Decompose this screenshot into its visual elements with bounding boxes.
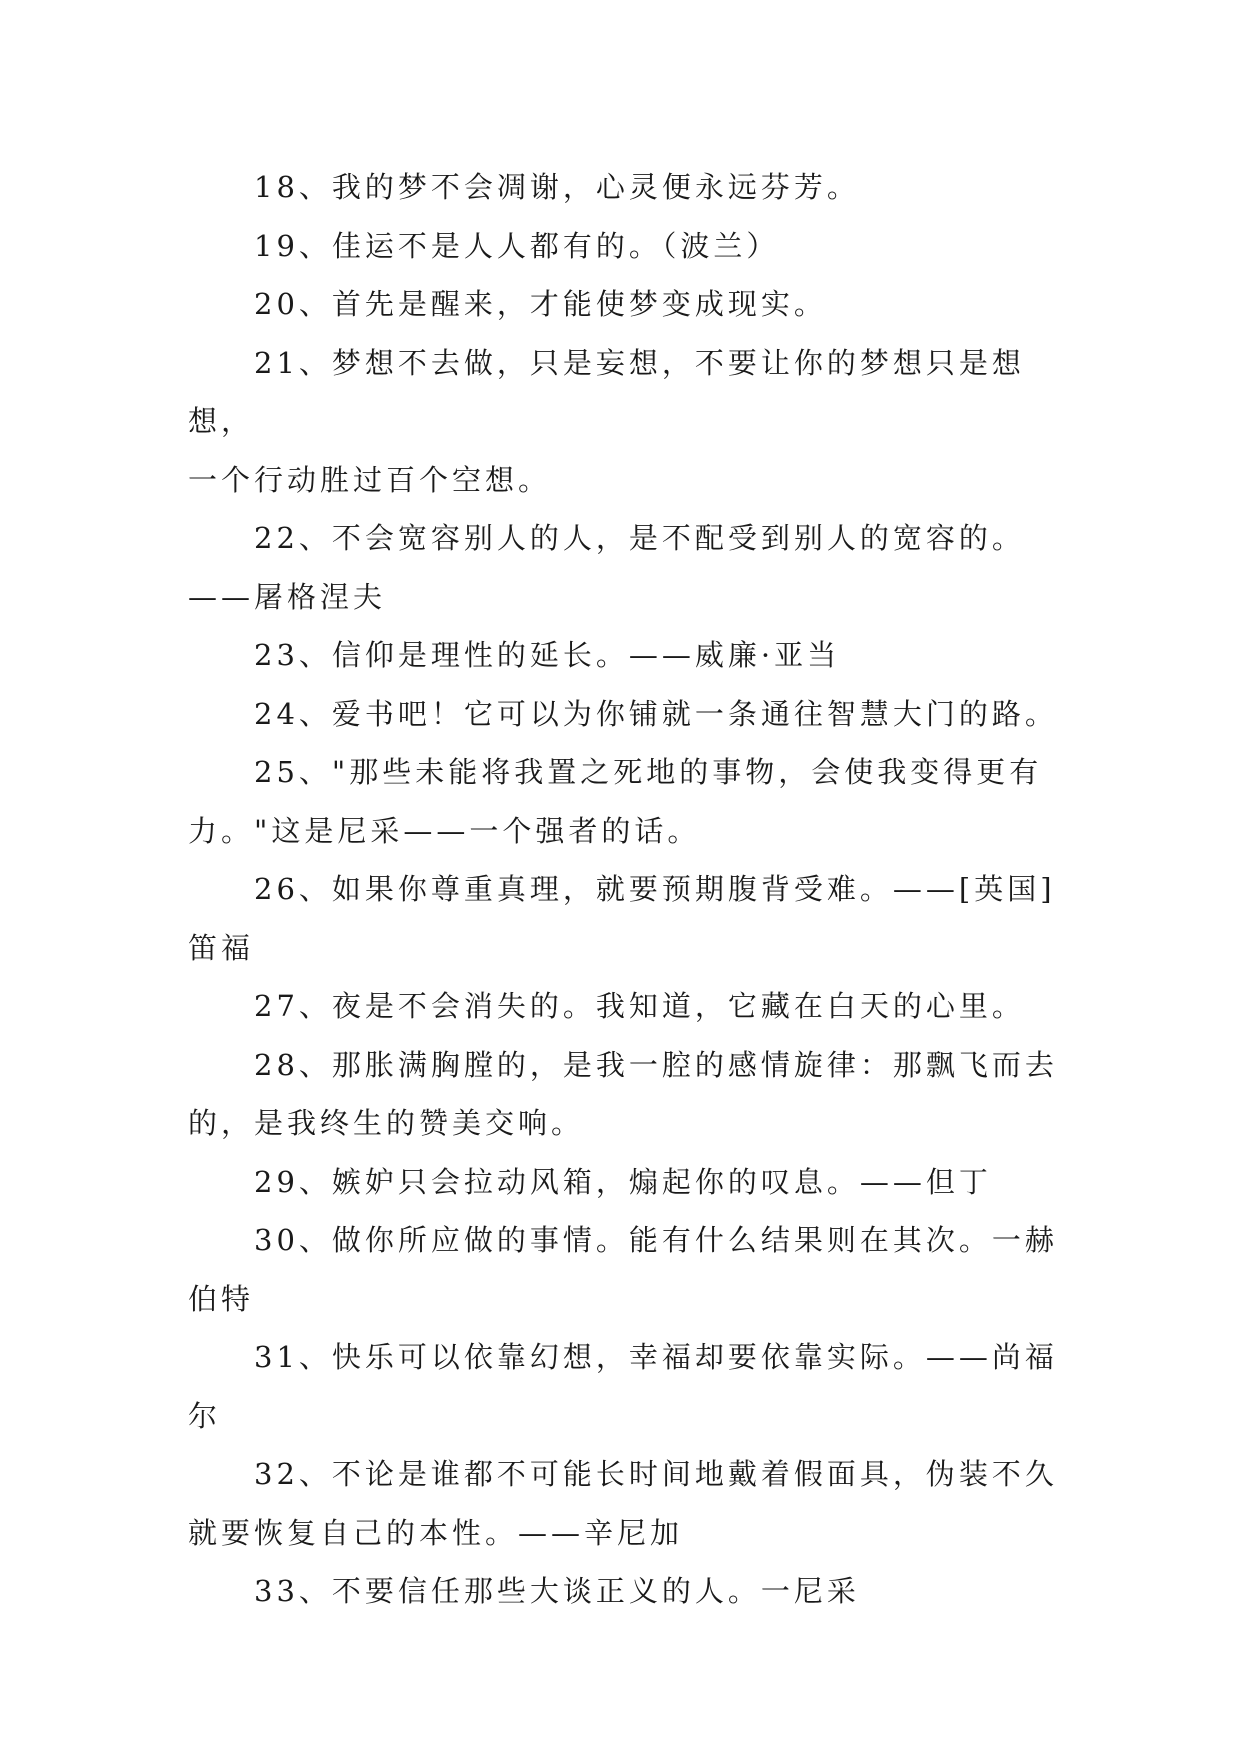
paragraph-line: 31、快乐可以依靠幻想，幸福却要依靠实际。——尚福 <box>254 1340 1058 1374</box>
paragraph-line: 就要恢复自己的本性。——辛尼加 <box>188 1515 684 1550</box>
paragraph-line: 24、爱书吧！它可以为你铺就一条通往智慧大门的路。 <box>254 696 1058 731</box>
paragraph-line: 23、信仰是理性的延长。——威廉·亚当 <box>254 638 841 672</box>
quote-paragraph <box>188 334 1068 510</box>
paragraph-line: 32、不论是谁都不可能长时间地戴着假面具，伪装不久 <box>254 1457 1058 1491</box>
paragraph-line: 一个行动胜过百个空想。 <box>188 462 552 497</box>
quote-paragraph <box>188 509 1068 626</box>
quote-paragraph <box>188 860 1068 977</box>
quote-paragraph <box>188 158 1068 217</box>
paragraph-line: 27、夜是不会消失的。我知道，它藏在白天的心里。 <box>254 989 1025 1023</box>
quote-paragraph <box>188 1328 1068 1445</box>
document-body <box>188 158 1068 1621</box>
quote-paragraph <box>188 217 1068 276</box>
paragraph-line: 尔 <box>188 1398 222 1433</box>
paragraph-line: 伯特 <box>188 1281 255 1316</box>
paragraph-line: 20、首先是醒来，才能使梦变成现实。 <box>254 287 827 321</box>
paragraph-line: ——屠格涅夫 <box>188 579 387 614</box>
quote-paragraph <box>188 685 1068 744</box>
quote-paragraph <box>188 1562 1068 1621</box>
paragraph-line: 22、不会宽容别人的人，是不配受到别人的宽容的。 <box>254 521 1025 555</box>
quote-paragraph <box>188 275 1068 334</box>
quote-paragraph <box>188 1036 1068 1153</box>
paragraph-line: 18、我的梦不会凋谢，心灵便永远芬芳。 <box>254 170 860 204</box>
quote-paragraph <box>188 977 1068 1036</box>
paragraph-line: 30、做你所应做的事情。能有什么结果则在其次。一赫 <box>254 1223 1058 1257</box>
paragraph-line: 28、那胀满胸膛的，是我一腔的感情旋律：那飘飞而去 <box>254 1047 1058 1082</box>
quote-paragraph <box>188 1211 1068 1328</box>
paragraph-line: 的，是我终生的赞美交响。 <box>188 1106 585 1140</box>
quote-paragraph <box>188 743 1068 860</box>
paragraph-line: 26、如果你尊重真理，就要预期腹背受难。——[英国] <box>254 872 1056 906</box>
paragraph-line: 笛福 <box>188 930 255 965</box>
quote-paragraph <box>188 1153 1068 1212</box>
paragraph-line: 33、不要信任那些大谈正义的人。一尼采 <box>254 1574 860 1608</box>
quote-paragraph <box>188 626 1068 685</box>
paragraph-line: 29、嫉妒只会拉动风箱，煽起你的叹息。——但丁 <box>254 1164 992 1199</box>
quote-paragraph <box>188 1445 1068 1562</box>
paragraph-line: 力。"这是尼采——一个强者的话。 <box>188 813 701 848</box>
paragraph-line: 19、佳运不是人人都有的。（波兰） <box>254 228 780 263</box>
paragraph-line: 25、"那些未能将我置之死地的事物，会使我变得更有 <box>254 755 1043 789</box>
paragraph-line: 21、梦想不去做，只是妄想，不要让你的梦想只是想想， <box>188 345 1025 438</box>
